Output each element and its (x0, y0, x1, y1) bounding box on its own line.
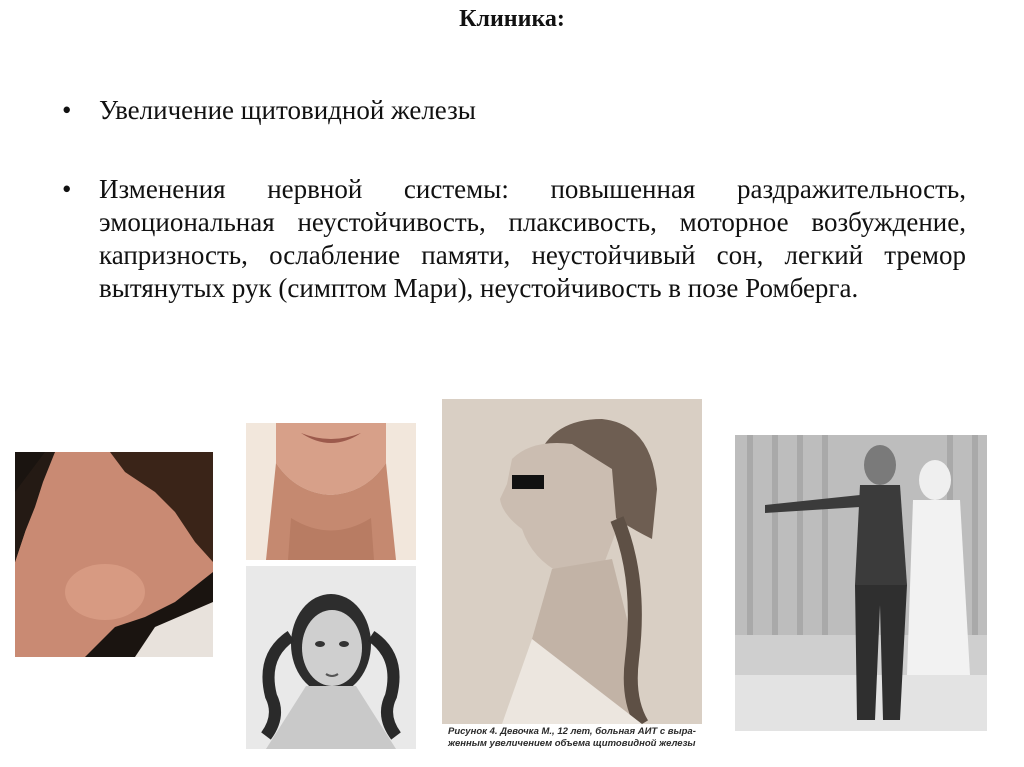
photo-neck-goiter-profile (15, 452, 213, 657)
bullet-marker: • (62, 95, 72, 125)
bullet-text: Изменения нервной системы: повышенная раздражительность, эмоциональная неустойчивость, плаксивость, моторное возбуждение, капризность, ослабление памяти, неустойчивый сон, легкий тремор вытянутых рук (симптом Мари), неустойчивость в позе Ромберга. (99, 174, 966, 303)
photo-neck-closeup (246, 423, 416, 560)
figure-caption: Рисунок 4. Девочка М., 12 лет, больная АИТ с выра-женным увеличением объема щитовидной железы (448, 726, 696, 749)
photo-romberg-test (735, 435, 987, 731)
bullet-list (62, 94, 966, 305)
bullet-text: Увеличение щитовидной железы (99, 95, 476, 125)
slide-title: Клиника: (459, 6, 565, 32)
photo-girl-front (246, 566, 416, 749)
bullet-item-nervous-system (62, 173, 966, 305)
bullet-item-thyroid (62, 94, 966, 127)
photo-girl-profile (442, 399, 702, 724)
bullet-marker: • (62, 174, 72, 204)
